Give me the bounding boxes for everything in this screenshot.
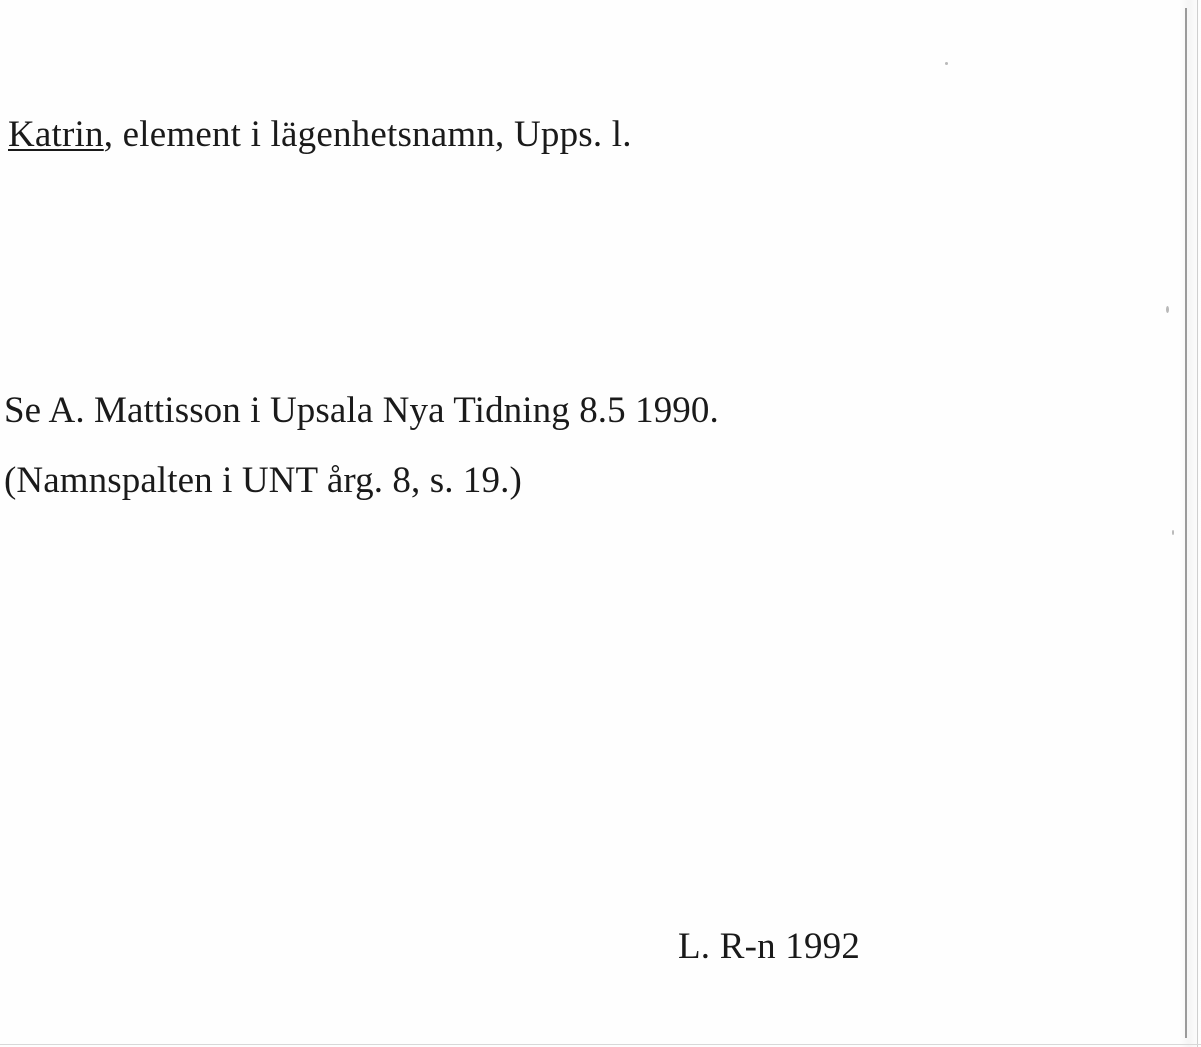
card-right-outer-line (1197, 0, 1198, 1047)
card-signature: L. R-n 1992 (678, 926, 861, 967)
body-line: (Namnspalten i UNT årg. 8, s. 19.) (4, 460, 522, 502)
card-bottom-border-line (0, 1044, 1201, 1045)
headword-gloss: , element i lägenhetsnamn, Upps. l. (103, 114, 632, 155)
card-body-text (4, 376, 719, 517)
card-right-border-line (1185, 8, 1187, 1038)
scan-speck (1166, 306, 1169, 313)
body-line: Se A. Mattisson i Upsala Nya Tidning 8.5 1990. (4, 390, 719, 431)
scan-speck (945, 62, 948, 65)
headword-term: Katrin (8, 114, 104, 155)
scan-speck (1172, 530, 1174, 535)
card-headword-line (8, 112, 632, 158)
